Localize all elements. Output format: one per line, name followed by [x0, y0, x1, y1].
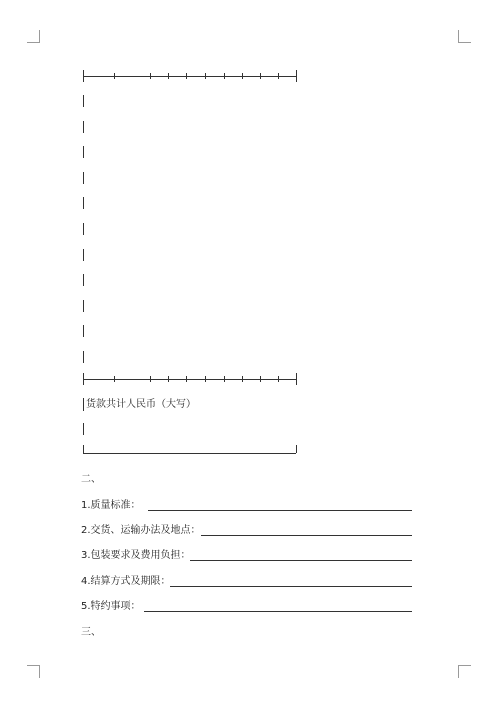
- column-tick: [205, 376, 206, 382]
- column-tick: [186, 73, 187, 79]
- column-tick: [242, 73, 243, 79]
- column-tick: [168, 73, 169, 79]
- field-delivery-transport-label: 2.交货、运输办法及地点：: [81, 525, 201, 536]
- column-tick: [150, 73, 151, 79]
- column-tick: [150, 376, 151, 382]
- field-special-terms-line[interactable]: [144, 611, 412, 612]
- field-delivery-transport-line[interactable]: [201, 535, 412, 536]
- column-tick: [83, 373, 84, 385]
- crop-mark-top-left: [27, 30, 40, 43]
- field-packaging-cost-line[interactable]: [190, 560, 412, 561]
- column-tick: [278, 73, 279, 79]
- left-border-dash: [83, 351, 84, 363]
- column-tick: [205, 73, 206, 79]
- field-quality-standard-line[interactable]: [148, 510, 412, 511]
- column-tick: [114, 73, 115, 79]
- left-border-dash: [83, 146, 84, 158]
- total-row-left-border: [83, 398, 84, 411]
- total-amount-label: 货款共计人民币（大写）: [86, 399, 196, 410]
- left-border-dash: [83, 95, 84, 107]
- left-border-dash: [83, 249, 84, 261]
- column-tick: [242, 376, 243, 382]
- table-closing-right: [296, 445, 297, 453]
- left-border-dash: [83, 172, 84, 184]
- section-two-heading: 二、: [81, 474, 101, 485]
- column-tick: [224, 376, 225, 382]
- left-border-dash: [83, 300, 84, 312]
- left-border-dash: [83, 121, 84, 133]
- field-settlement-term-label: 4.结算方式及期限：: [81, 576, 171, 587]
- column-tick: [296, 70, 297, 82]
- column-tick: [278, 376, 279, 382]
- crop-mark-bottom-right: [458, 665, 471, 678]
- column-tick: [186, 376, 187, 382]
- column-tick: [296, 373, 297, 385]
- crop-mark-bottom-left: [27, 665, 40, 678]
- field-packaging-cost-label: 3.包装要求及费用负担：: [81, 550, 191, 561]
- column-tick: [260, 73, 261, 79]
- column-tick: [224, 73, 225, 79]
- crop-mark-top-right: [458, 30, 471, 43]
- total-row-left-border-lower: [83, 423, 84, 435]
- column-tick: [260, 376, 261, 382]
- left-border-dash: [83, 274, 84, 286]
- column-tick: [83, 70, 84, 82]
- table-closing-line: [83, 453, 296, 454]
- field-settlement-term-line[interactable]: [170, 586, 412, 587]
- field-quality-standard-label: 1.质量标准：: [81, 500, 141, 511]
- column-tick: [114, 376, 115, 382]
- left-border-dash: [83, 223, 84, 235]
- section-three-heading: 三、: [81, 627, 101, 638]
- left-border-dash: [83, 197, 84, 209]
- field-special-terms-label: 5.特约事项：: [81, 601, 141, 612]
- column-tick: [168, 376, 169, 382]
- table-closing-left: [83, 445, 84, 453]
- left-border-dash: [83, 325, 84, 337]
